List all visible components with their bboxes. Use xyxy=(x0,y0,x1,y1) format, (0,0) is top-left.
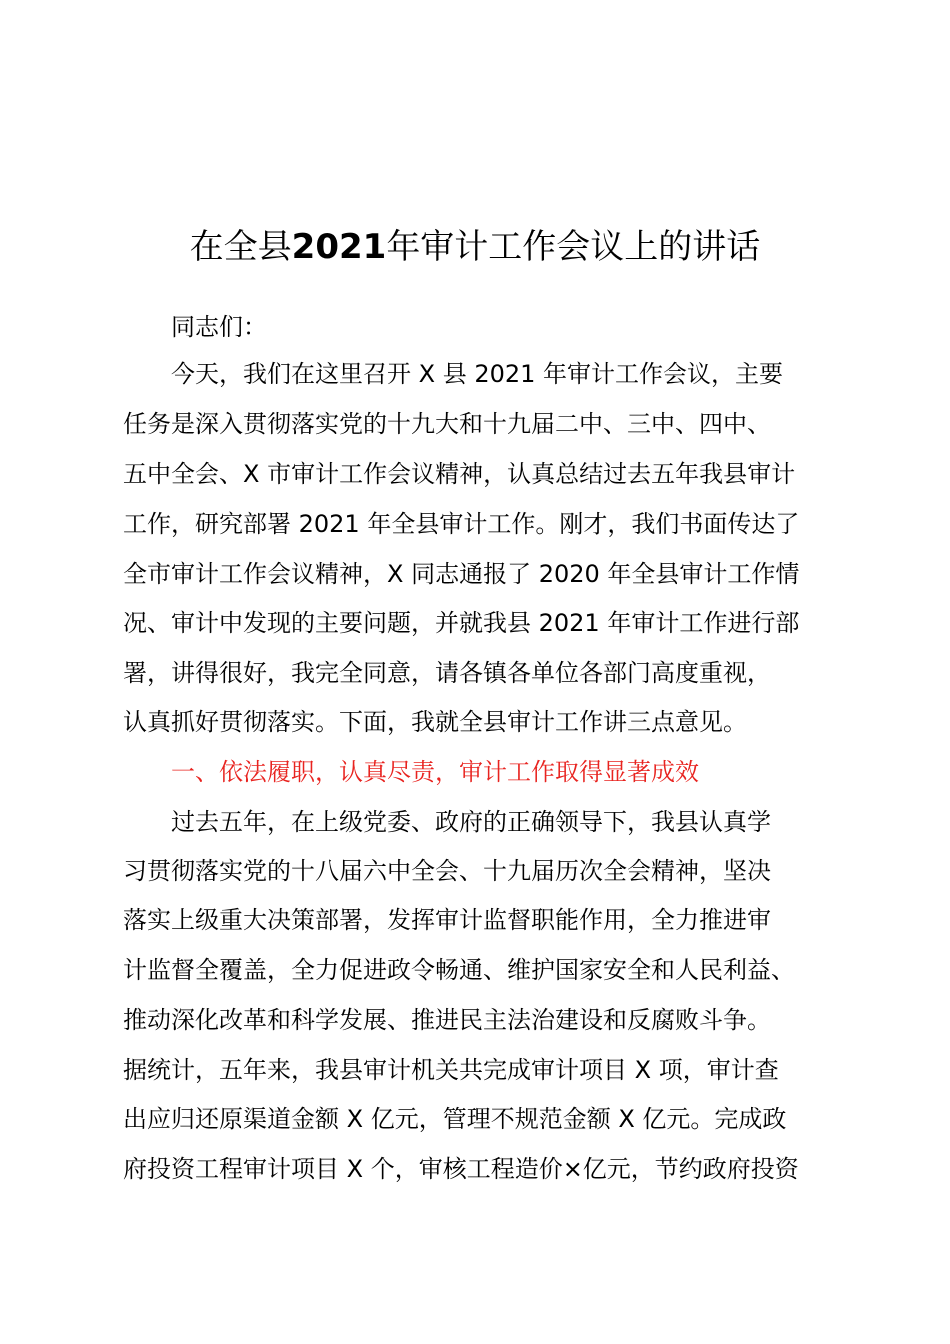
salutation: 同志们： xyxy=(171,313,267,341)
body-line: 推动深化改革和科学发展、推进民主法治建设和反腐败斗争。 xyxy=(123,1006,771,1034)
body-line: 工作，研究部署 2021 年全县审计工作。刚才，我们书面传达了 xyxy=(123,510,800,538)
body-line: 出应归还原渠道金额 X 亿元，管理不规范金额 X 亿元。完成政 xyxy=(123,1105,787,1133)
body-line: 全市审计工作会议精神，X 同志通报了 2020 年全县审计工作情 xyxy=(123,560,800,588)
title-year: 2021 xyxy=(291,227,387,267)
body-line: 府投资工程审计项目 X 个，审核工程造价×亿元，节约政府投资 xyxy=(123,1155,799,1183)
body-line: 认真抓好贯彻落实。下面，我就全县审计工作讲三点意见。 xyxy=(123,708,747,736)
body-line: 五中全会、X 市审计工作会议精神，认真总结过去五年我县审计 xyxy=(123,460,796,488)
body-line: 况、审计中发现的主要问题，并就我县 2021 年审计工作进行部 xyxy=(123,609,800,637)
body-line: 据统计，五年来，我县审计机关共完成审计项目 X 项，审计查 xyxy=(123,1056,779,1084)
body-line: 今天，我们在这里召开 X 县 2021 年审计工作会议，主要 xyxy=(171,360,784,388)
title-prefix: 在全县 xyxy=(189,227,292,267)
page-title xyxy=(0,222,950,272)
title-suffix: 年审计工作会议上的讲话 xyxy=(386,227,761,267)
body-line: 署，讲得很好，我完全同意，请各镇各单位各部门高度重视， xyxy=(123,659,771,687)
body-line: 过去五年，在上级党委、政府的正确领导下，我县认真学 xyxy=(171,808,771,836)
section-heading: 一、依法履职，认真尽责，审计工作取得显著成效 xyxy=(171,758,699,786)
body-line: 计监督全覆盖，全力促进政令畅通、维护国家安全和人民利益、 xyxy=(123,956,795,984)
body-line: 落实上级重大决策部署，发挥审计监督职能作用，全力推进审 xyxy=(123,906,771,934)
body-line: 任务是深入贯彻落实党的十九大和十九届二中、三中、四中、 xyxy=(123,410,771,438)
body-line: 习贯彻落实党的十八届六中全会、十九届历次全会精神，坚决 xyxy=(123,857,771,885)
